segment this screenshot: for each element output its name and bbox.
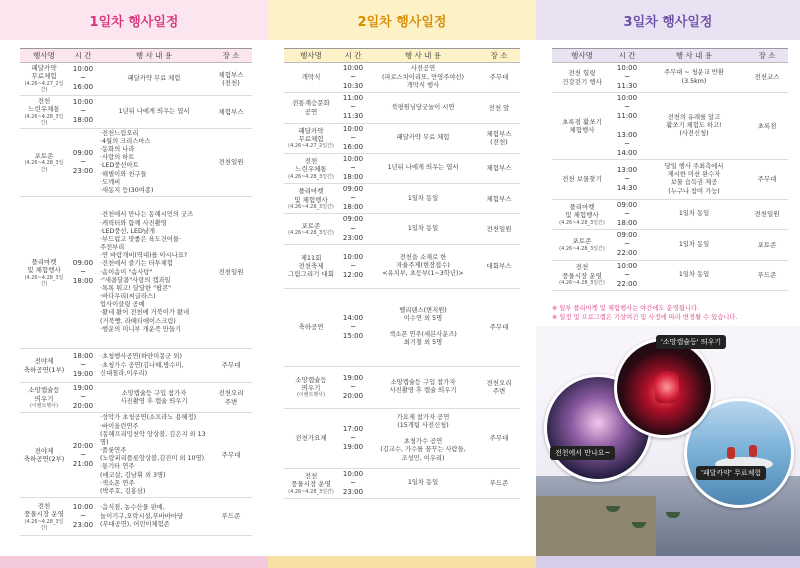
event-name-text: 축하공연 <box>298 322 324 331</box>
photo-collage <box>536 326 800 556</box>
event-place: 주무대 <box>746 159 788 199</box>
event-place: 푸드존 <box>210 498 252 536</box>
event-period: (4.26~4.28_3일간) <box>288 488 334 495</box>
day1-panel <box>0 0 268 568</box>
event-name <box>552 230 612 260</box>
table-row <box>552 159 788 199</box>
table-row <box>284 408 520 468</box>
event-content: 패달카약 무료 체험 <box>368 123 478 153</box>
event-name <box>284 288 338 366</box>
event-content: 당일 행사 주최측에서 제시한 미션 완수자 보물 습득권 제공 (누구나 참여 가능) <box>642 159 746 199</box>
event-name <box>20 197 68 349</box>
lantern-icon <box>655 371 679 403</box>
event-name <box>20 95 68 128</box>
table-row <box>20 63 252 96</box>
event-name-text: 전통계승문화 공연 <box>292 99 330 116</box>
table-row <box>284 288 520 366</box>
event-place: 포토존 <box>746 230 788 260</box>
event-name <box>284 408 338 468</box>
event-period: (4.26~4.27_2일간) <box>24 80 64 94</box>
event-time: 10:00 ~ 12:00 <box>338 244 368 288</box>
event-period: (4.26~4.28_3일간) <box>24 274 64 288</box>
event-place: 전천일원 <box>478 214 520 244</box>
event-period: (4.26~4.28_3일간) <box>24 160 64 173</box>
table-row <box>284 244 520 288</box>
table-row <box>284 184 520 214</box>
table-row <box>552 93 788 160</box>
event-time: 10:00 ~ 23:00 <box>338 468 368 498</box>
event-place: 전천일원 <box>746 199 788 229</box>
event-content: 전천을 소재로 한 자율주제(현장접수) <유치부, 초등부(1~3학년)> <box>368 244 478 288</box>
day1-bottom-band <box>0 556 268 568</box>
event-name <box>20 349 68 383</box>
event-name <box>552 93 612 160</box>
event-time: 10:00 ~ 11:00 13:00 ~ 14:00 <box>612 93 642 160</box>
event-period: (4.26~4.28_3일간) <box>559 245 605 252</box>
event-name <box>20 498 68 536</box>
event-content: ·성악가 초청공연(소프라노 용혜정) ·바이올린연주 (동해프리밍천악 앙상블, 김은지 외 13명) ·플룻연주 (노랑피리플롯앙상블,김진미 외 10명) ·통기타 연주 (에코살, 김남휘 외 3명) ·색소폰 연주 (박주호, 김홍삼) <box>98 413 210 498</box>
event-name <box>284 214 338 244</box>
day2-bottom-band <box>268 556 536 568</box>
event-place: 전천일원 <box>210 197 252 349</box>
event-place: 전천코스 <box>746 63 788 93</box>
event-name <box>284 184 338 214</box>
event-name <box>284 93 338 123</box>
event-name-text: 플리마켓 및 체험행사 <box>27 257 61 275</box>
table-row <box>20 413 252 498</box>
event-time: 09:00 ~ 23:00 <box>338 214 368 244</box>
event-time: 10:00 ~ 18:00 <box>338 153 368 183</box>
note-night-operation: ※ 일부 플리마켓 및 체험행사는 야간에도 운영됩니다. <box>552 305 700 312</box>
event-name-text: 플리마켓 및 체험행사 <box>565 202 599 220</box>
table-row <box>284 366 520 408</box>
event-content: 소망캡슐등 구입 참가자 사진촬영 후 캡슐 띄우기 <box>98 383 210 413</box>
header-event-name: 행사명 <box>20 49 68 63</box>
event-place: 주무대 <box>478 63 520 93</box>
event-name-text: 포토존 <box>572 237 592 246</box>
caption-lantern: '소망캡슐등' 띄우기 <box>656 335 726 349</box>
event-name <box>20 63 68 96</box>
event-time: 09:00 ~ 18:00 <box>612 199 642 229</box>
event-content: ·음식점, 농수산물 판매, 놀이기구,오락시설,푸바바마당 (무대공연), 어린이체험존 <box>98 498 210 536</box>
event-content: 사전공연 (파로스차이리또, 만영주야선) 개막식 행사 <box>368 63 478 93</box>
event-content: 북평원님당굿놀이 시연 <box>368 93 478 123</box>
table-row <box>20 197 252 349</box>
note-schedule-change: ※ 일정 및 프로그램은 기상여건 및 사정에 따라 변경될 수 있습니다. <box>552 314 738 322</box>
table-row <box>284 93 520 123</box>
event-content: ·초청행사공연(하얀미몽군 외) ·초청가수 공연(김나혜,방수미, 신대철라,이우리) <box>98 349 210 383</box>
event-place: 전천오리 주변 <box>478 366 520 408</box>
event-time: 10:00 ~ 16:00 <box>338 123 368 153</box>
day1-title: 1일차 행사일정 <box>0 0 268 40</box>
event-name <box>552 260 612 290</box>
event-name-text: 전천 느린우체통 <box>28 96 60 114</box>
event-content: 가요제 참가자 공연 (15개팀 사전신청) 초청가수 공연 (김교수, 가수를 꿈꾸는 사람들, 조성민, 이우리) <box>368 408 478 468</box>
event-name-text: 포토존 <box>301 221 321 230</box>
event-name <box>20 383 68 413</box>
event-content: ·전천느림오리 ·4월의 크리스마스 ·동화의 나라 ·사랑의 하트 ·LED풍선아트 ·해별이와 친구들 ·도깨비 ·새동지 등(30여종) <box>98 128 210 196</box>
event-name-text: 전천 느린우체통 <box>295 156 327 174</box>
event-period: (4.26~4.28_3일간) <box>559 280 605 287</box>
event-name-text: 포토존 <box>34 151 54 160</box>
event-name-text: 패달카약 무료체험 <box>298 126 324 143</box>
event-time: 20:00 ~ 21:00 <box>68 413 98 498</box>
event-period: (4.26~4.28_3일간) <box>288 173 334 180</box>
caption-meet: 전천에서 만나요~ <box>550 446 615 460</box>
event-period: (이벤트행사) <box>296 392 326 399</box>
lantern-photo <box>614 338 714 438</box>
header-place: 장 소 <box>478 49 520 63</box>
event-content: 주무대 ~ 청운교 반환 (3.5km) <box>642 63 746 93</box>
event-time: 10:00 ~ 23:00 <box>68 498 98 536</box>
event-place: 전천일원 <box>210 128 252 196</box>
event-name <box>284 468 338 498</box>
event-name <box>552 159 612 199</box>
event-place: 푸드존 <box>478 468 520 498</box>
event-name-text: 소망캡슐등 띄우기 <box>28 386 60 403</box>
table-row <box>20 95 252 128</box>
event-time: 10:00 ~ 11:30 <box>612 63 642 93</box>
event-time: 10:00 ~ 22:00 <box>612 260 642 290</box>
event-period: (4.26~4.28_3일간) <box>559 219 605 226</box>
event-content: 소망캡슐등 구입 참가자 사진촬영 후 캡슐 띄우기 <box>368 366 478 408</box>
event-time: 11:00 ~ 11:30 <box>338 93 368 123</box>
event-place: 전천오리 주변 <box>210 383 252 413</box>
event-place: 주무대 <box>210 349 252 383</box>
notes <box>552 304 792 323</box>
event-time: 10:00 ~ 16:00 <box>68 63 98 96</box>
header-time: 시 간 <box>68 49 98 63</box>
event-name-text: 개막식 <box>301 73 321 82</box>
event-place: 초록점 <box>746 93 788 160</box>
event-name-text: 전야제 축하공연(2부) <box>23 446 65 464</box>
event-content: 1일차 동일 <box>368 214 478 244</box>
table-row <box>284 63 520 93</box>
header-event-name: 행사명 <box>552 49 612 63</box>
table-row <box>284 123 520 153</box>
table-row <box>552 199 788 229</box>
event-name <box>20 413 68 498</box>
table-row <box>20 349 252 383</box>
event-name <box>552 199 612 229</box>
event-place: 대회부스 <box>478 244 520 288</box>
table-row <box>552 260 788 290</box>
event-content: 패달카약 무료 체험 <box>98 63 210 96</box>
event-name <box>284 153 338 183</box>
event-time: 19:00 ~ 20:00 <box>68 383 98 413</box>
event-name <box>284 366 338 408</box>
event-period: (4.26~4.28_3일간) <box>24 113 64 127</box>
table-row <box>552 230 788 260</box>
event-content: 1일차 동일 <box>642 199 746 229</box>
event-period: (4.26~4.28_3일간) <box>24 518 64 532</box>
event-name <box>284 63 338 93</box>
event-time: 09:00 ~ 22:00 <box>612 230 642 260</box>
day3-bottom-band <box>536 556 800 568</box>
table-row <box>20 498 252 536</box>
event-place: 체험부스 (전천) <box>210 63 252 96</box>
event-name-text: 전야제 축하공연(1부) <box>23 357 65 374</box>
event-period: (4.26~4.27_2일간) <box>288 143 334 150</box>
event-content: 1일차 동일 <box>642 260 746 290</box>
event-name <box>20 128 68 196</box>
day3-schedule-table <box>552 48 788 291</box>
event-place: 체험부스 <box>478 153 520 183</box>
event-place: 푸드존 <box>746 260 788 290</box>
day2-panel <box>268 0 536 568</box>
event-place: 주무대 <box>210 413 252 498</box>
table-row <box>284 468 520 498</box>
event-time: 10:00 ~ 10:30 <box>338 63 368 93</box>
event-place: 체험부스 (전천) <box>478 123 520 153</box>
caption-kayak: '패달카약' 무료체험 <box>696 466 766 480</box>
event-content: 전천의 유래를 알고 활쏘기 체험도 하고! (사전신청) <box>642 93 746 160</box>
day1-schedule-table <box>20 48 252 536</box>
event-place: 주무대 <box>478 408 520 468</box>
event-time: 19:00 ~ 20:00 <box>338 366 368 408</box>
event-name-text: 플리마켓 및 체험행사 <box>294 187 328 204</box>
event-name-text: 소망캡슐등 띄우기 <box>295 375 327 392</box>
event-name <box>284 244 338 288</box>
header-place: 장 소 <box>746 49 788 63</box>
day3-panel <box>536 0 800 568</box>
header-time: 시 간 <box>338 49 368 63</box>
event-name-text: 전천 힐링 건강걷기 행사 <box>562 69 602 86</box>
header-content: 행 사 내 용 <box>98 49 210 63</box>
event-time: 09:00 ~ 18:00 <box>68 197 98 349</box>
event-time: 09:00 ~ 18:00 <box>338 184 368 214</box>
header-content: 행 사 내 용 <box>368 49 478 63</box>
event-content: 1년뒤 나에게 띄우는 엽서 <box>368 153 478 183</box>
day2-title: 2일차 행사일정 <box>268 0 536 40</box>
event-time: 17:00 ~ 19:00 <box>338 408 368 468</box>
header-content: 행 사 내 용 <box>642 49 746 63</box>
person-icon <box>727 447 735 459</box>
event-name-text: 전천 풍물시장 운영 <box>24 501 64 519</box>
event-content: 1일차 동일 <box>368 468 478 498</box>
event-time: 09:00 ~ 23:00 <box>68 128 98 196</box>
event-place: 주무대 <box>478 288 520 366</box>
event-name <box>284 123 338 153</box>
day3-title: 3일차 행사일정 <box>536 0 800 40</box>
event-name-text: 전천 보물찾기 <box>562 175 602 184</box>
event-name-text: 전천 풍물시장 운영 <box>562 263 602 280</box>
event-time: 18:00 ~ 19:00 <box>68 349 98 383</box>
event-content: ·전천에서 만나는 동해시민의 굿즈 ·캐릭터와 함께 사진촬영 ·LED풍선, LED날개 ·부드럽고 맛좋은 육도건어물· 주전부리 ·연 바람개비(역대)를 아시나요? ·전천에서 즐기는 타투체험 ·솜이솜이 "솜사탕" ·"새콤달콤"사랑의 캡과일 ·톡톡 튀고! 달달한 "팝콘" ·바다우리(씨글라스) 업사이클링 공예 ·왔네 왔어 전천에 거북이가 왔네 (거북빵, 라떼티에이스크림) ·행운의 미니부 개운죽 만들기 <box>98 197 210 349</box>
table-row <box>552 63 788 93</box>
event-content: 1년뒤 나에게 띄우는 엽서 <box>98 95 210 128</box>
header-place: 장 소 <box>210 49 252 63</box>
event-period: (이벤트행사) <box>29 402 59 409</box>
person-icon <box>749 445 757 457</box>
event-time: 10:00 ~ 18:00 <box>68 95 98 128</box>
event-place: 체험부스 <box>478 184 520 214</box>
table-row <box>20 128 252 196</box>
event-period: (4.26~4.28_3일간) <box>288 203 334 210</box>
event-place: 전천 앞 <box>478 93 520 123</box>
event-content: 1일차 동일 <box>368 184 478 214</box>
table-row <box>284 214 520 244</box>
event-time: 13:00 ~ 14:30 <box>612 159 642 199</box>
event-name <box>552 63 612 93</box>
table-row <box>284 153 520 183</box>
event-content: 벨리댄스(변지원) 이수연 외 5명 색소폰 연주(세븐사운즈) 최기철 외 5명 <box>368 288 478 366</box>
event-name-text: 초록점 활쏘기 체험행사 <box>562 117 602 135</box>
event-time: 14:00 ~ 15:00 <box>338 288 368 366</box>
header-time: 시 간 <box>612 49 642 63</box>
table-row <box>20 383 252 413</box>
event-name-text: 전천가요제 <box>295 433 327 442</box>
event-name-text: 제11회 전천축제 그림그리기 대회 <box>287 253 335 279</box>
event-name-text: 전천 풍물시장 운영 <box>291 471 331 489</box>
day2-schedule-table <box>284 48 520 499</box>
event-name-text: 패달카약 무료체험 <box>31 64 57 81</box>
header-event-name: 행사명 <box>284 49 338 63</box>
event-place: 체험부스 <box>210 95 252 128</box>
event-period: (4.26~4.28_3일간) <box>288 230 334 237</box>
event-content: 1일차 동일 <box>642 230 746 260</box>
